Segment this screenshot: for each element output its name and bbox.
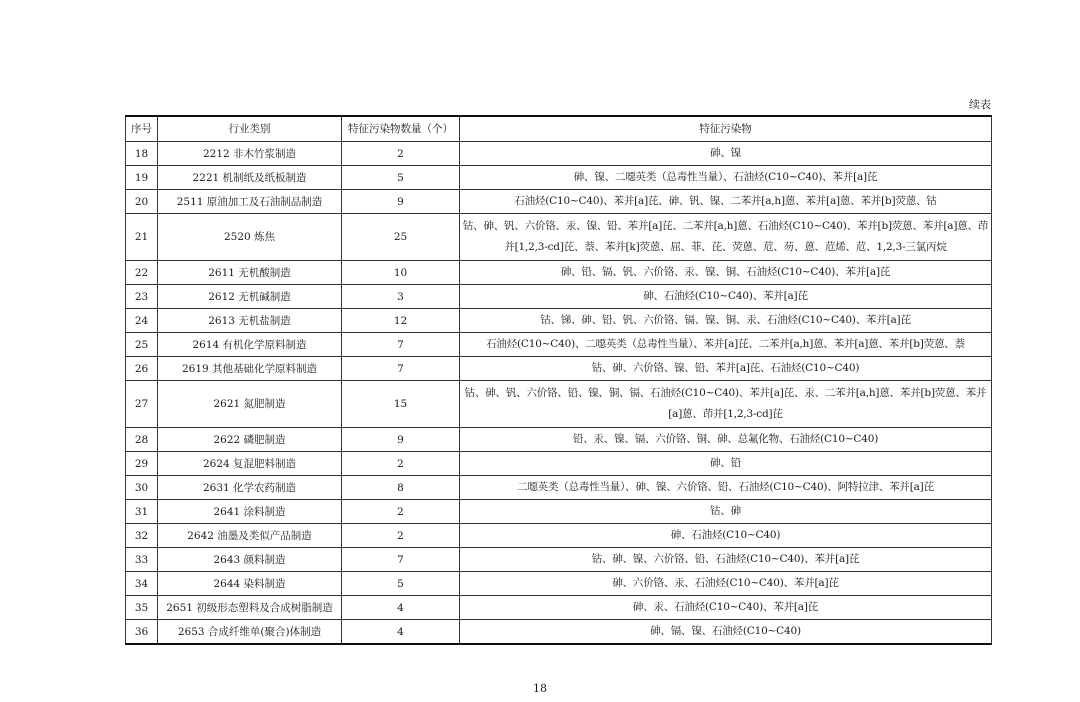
header-pollutants: 特征污染物 bbox=[460, 116, 992, 142]
cell-serial-no: 27 bbox=[126, 381, 158, 428]
page-number: 18 bbox=[533, 682, 547, 695]
cell-industry: 2642 油墨及类似产品制造 bbox=[158, 524, 342, 548]
cell-count: 25 bbox=[342, 214, 460, 261]
cell-industry: 2643 颜料制造 bbox=[158, 548, 342, 572]
table-row bbox=[126, 166, 992, 190]
cell-count: 9 bbox=[342, 190, 460, 214]
cell-pollutants: 二噁英类（总毒性当量）、砷、镍、六价铬、铅、石油烃(C10~C40)、阿特拉津、苯并[a]芘 bbox=[460, 476, 992, 500]
table-row bbox=[126, 500, 992, 524]
cell-pollutants: 钴、砷、钒、六价铬、铅、镍、铜、镉、石油烃(C10~C40)、苯并[a]芘、汞、二苯并[a,h]蒽、苯并[b]荧蒽、苯并[a]蒽、茚并[1,2,3-cd]芘 bbox=[460, 381, 992, 428]
cell-serial-no: 32 bbox=[126, 524, 158, 548]
cell-serial-no: 23 bbox=[126, 285, 158, 309]
cell-pollutants: 石油烃(C10~C40)、二噁英类（总毒性当量）、苯并[a]芘、二苯并[a,h]蒽、苯并[a]蒽、苯并[b]荧蒽、萘 bbox=[460, 333, 992, 357]
cell-serial-no: 24 bbox=[126, 309, 158, 333]
cell-industry: 2621 氮肥制造 bbox=[158, 381, 342, 428]
header-pollutant-count: 特征污染物数量（个） bbox=[342, 116, 460, 142]
cell-pollutants: 铅、汞、镍、镉、六价铬、铜、砷、总氟化物、石油烃(C10~C40) bbox=[460, 428, 992, 452]
table-row bbox=[126, 572, 992, 596]
cell-count: 9 bbox=[342, 428, 460, 452]
cell-pollutants: 砷、镍、二噁英类（总毒性当量）、石油烃(C10~C40)、苯并[a]芘 bbox=[460, 166, 992, 190]
cell-industry: 2622 磷肥制造 bbox=[158, 428, 342, 452]
cell-industry: 2624 复混肥料制造 bbox=[158, 452, 342, 476]
table-row bbox=[126, 190, 992, 214]
cell-pollutants: 砷、石油烃(C10~C40) bbox=[460, 524, 992, 548]
cell-pollutants: 钴、砷 bbox=[460, 500, 992, 524]
cell-pollutants: 钴、砷、镍、六价铬、铅、石油烃(C10~C40)、苯并[a]芘 bbox=[460, 548, 992, 572]
cell-industry: 2613 无机盐制造 bbox=[158, 309, 342, 333]
cell-count: 15 bbox=[342, 381, 460, 428]
cell-pollutants: 钴、砷、钒、六价铬、汞、镍、铅、苯并[a]芘、二苯并[a,h]蒽、石油烃(C10~C40)、苯并[b]荧蒽、苯并[a]蒽、茚并[1,2,3-cd]芘、萘、苯并[k]荧蒽、屈、菲、芘、荧蒽、苊、芴、蒽、苊烯、苊、1,2,3-三氯丙烷 bbox=[460, 214, 992, 261]
cell-industry: 2614 有机化学原料制造 bbox=[158, 333, 342, 357]
cell-pollutants: 砷、石油烃(C10~C40)、苯并[a]芘 bbox=[460, 285, 992, 309]
table-row bbox=[126, 620, 992, 645]
table-row bbox=[126, 309, 992, 333]
table-row bbox=[126, 261, 992, 285]
cell-serial-no: 19 bbox=[126, 166, 158, 190]
cell-industry: 2644 染料制造 bbox=[158, 572, 342, 596]
table-row bbox=[126, 476, 992, 500]
cell-count: 2 bbox=[342, 452, 460, 476]
cell-count: 12 bbox=[342, 309, 460, 333]
cell-serial-no: 34 bbox=[126, 572, 158, 596]
cell-serial-no: 22 bbox=[126, 261, 158, 285]
cell-industry: 2611 无机酸制造 bbox=[158, 261, 342, 285]
cell-count: 5 bbox=[342, 166, 460, 190]
cell-industry: 2520 炼焦 bbox=[158, 214, 342, 261]
cell-industry: 2631 化学农药制造 bbox=[158, 476, 342, 500]
table-row bbox=[126, 142, 992, 166]
cell-count: 2 bbox=[342, 524, 460, 548]
cell-count: 5 bbox=[342, 572, 460, 596]
cell-count: 4 bbox=[342, 620, 460, 645]
continued-label: 续表 bbox=[969, 98, 991, 111]
cell-serial-no: 25 bbox=[126, 333, 158, 357]
cell-industry: 2221 机制纸及纸板制造 bbox=[158, 166, 342, 190]
cell-serial-no: 18 bbox=[126, 142, 158, 166]
cell-pollutants: 砷、铅 bbox=[460, 452, 992, 476]
header-industry-category: 行业类别 bbox=[158, 116, 342, 142]
cell-industry: 2612 无机碱制造 bbox=[158, 285, 342, 309]
cell-industry: 2653 合成纤维单(聚合)体制造 bbox=[158, 620, 342, 645]
cell-count: 2 bbox=[342, 142, 460, 166]
cell-serial-no: 35 bbox=[126, 596, 158, 620]
pollutant-table bbox=[125, 115, 992, 645]
cell-industry: 2651 初级形态塑料及合成树脂制造 bbox=[158, 596, 342, 620]
table-row bbox=[126, 548, 992, 572]
cell-pollutants: 石油烃(C10~C40)、苯并[a]芘、砷、钒、镍、二苯并[a,h]蒽、苯并[a]蒽、苯并[b]荧蒽、钴 bbox=[460, 190, 992, 214]
table-row bbox=[126, 285, 992, 309]
cell-pollutants: 钴、砷、六价铬、镍、铅、苯并[a]芘、石油烃(C10~C40) bbox=[460, 357, 992, 381]
cell-pollutants: 钴、锑、砷、铅、钒、六价铬、镉、镍、铜、汞、石油烃(C10~C40)、苯并[a]芘 bbox=[460, 309, 992, 333]
table-row bbox=[126, 357, 992, 381]
table-row bbox=[126, 452, 992, 476]
table-header-row bbox=[126, 116, 992, 142]
cell-serial-no: 20 bbox=[126, 190, 158, 214]
cell-count: 7 bbox=[342, 548, 460, 572]
cell-industry: 2511 原油加工及石油制品制造 bbox=[158, 190, 342, 214]
cell-serial-no: 33 bbox=[126, 548, 158, 572]
cell-serial-no: 36 bbox=[126, 620, 158, 645]
cell-serial-no: 29 bbox=[126, 452, 158, 476]
table-row bbox=[126, 381, 992, 428]
cell-count: 7 bbox=[342, 333, 460, 357]
cell-pollutants: 砷、汞、石油烃(C10~C40)、苯并[a]芘 bbox=[460, 596, 992, 620]
cell-serial-no: 31 bbox=[126, 500, 158, 524]
cell-pollutants: 砷、六价铬、汞、石油烃(C10~C40)、苯并[a]芘 bbox=[460, 572, 992, 596]
cell-industry: 2212 非木竹浆制造 bbox=[158, 142, 342, 166]
table-row bbox=[126, 524, 992, 548]
cell-serial-no: 30 bbox=[126, 476, 158, 500]
cell-industry: 2619 其他基础化学原料制造 bbox=[158, 357, 342, 381]
cell-pollutants: 砷、铅、镉、钒、六价铬、汞、镍、铜、石油烃(C10~C40)、苯并[a]芘 bbox=[460, 261, 992, 285]
cell-count: 7 bbox=[342, 357, 460, 381]
cell-pollutants: 砷、镍 bbox=[460, 142, 992, 166]
cell-serial-no: 26 bbox=[126, 357, 158, 381]
table-row bbox=[126, 596, 992, 620]
cell-count: 2 bbox=[342, 500, 460, 524]
header-serial-no: 序号 bbox=[126, 116, 158, 142]
cell-serial-no: 21 bbox=[126, 214, 158, 261]
table-row bbox=[126, 428, 992, 452]
cell-count: 4 bbox=[342, 596, 460, 620]
cell-pollutants: 砷、镉、镍、石油烃(C10~C40) bbox=[460, 620, 992, 645]
cell-serial-no: 28 bbox=[126, 428, 158, 452]
table-row bbox=[126, 333, 992, 357]
cell-count: 10 bbox=[342, 261, 460, 285]
cell-industry: 2641 涂料制造 bbox=[158, 500, 342, 524]
table-row bbox=[126, 214, 992, 261]
cell-count: 8 bbox=[342, 476, 460, 500]
cell-count: 3 bbox=[342, 285, 460, 309]
